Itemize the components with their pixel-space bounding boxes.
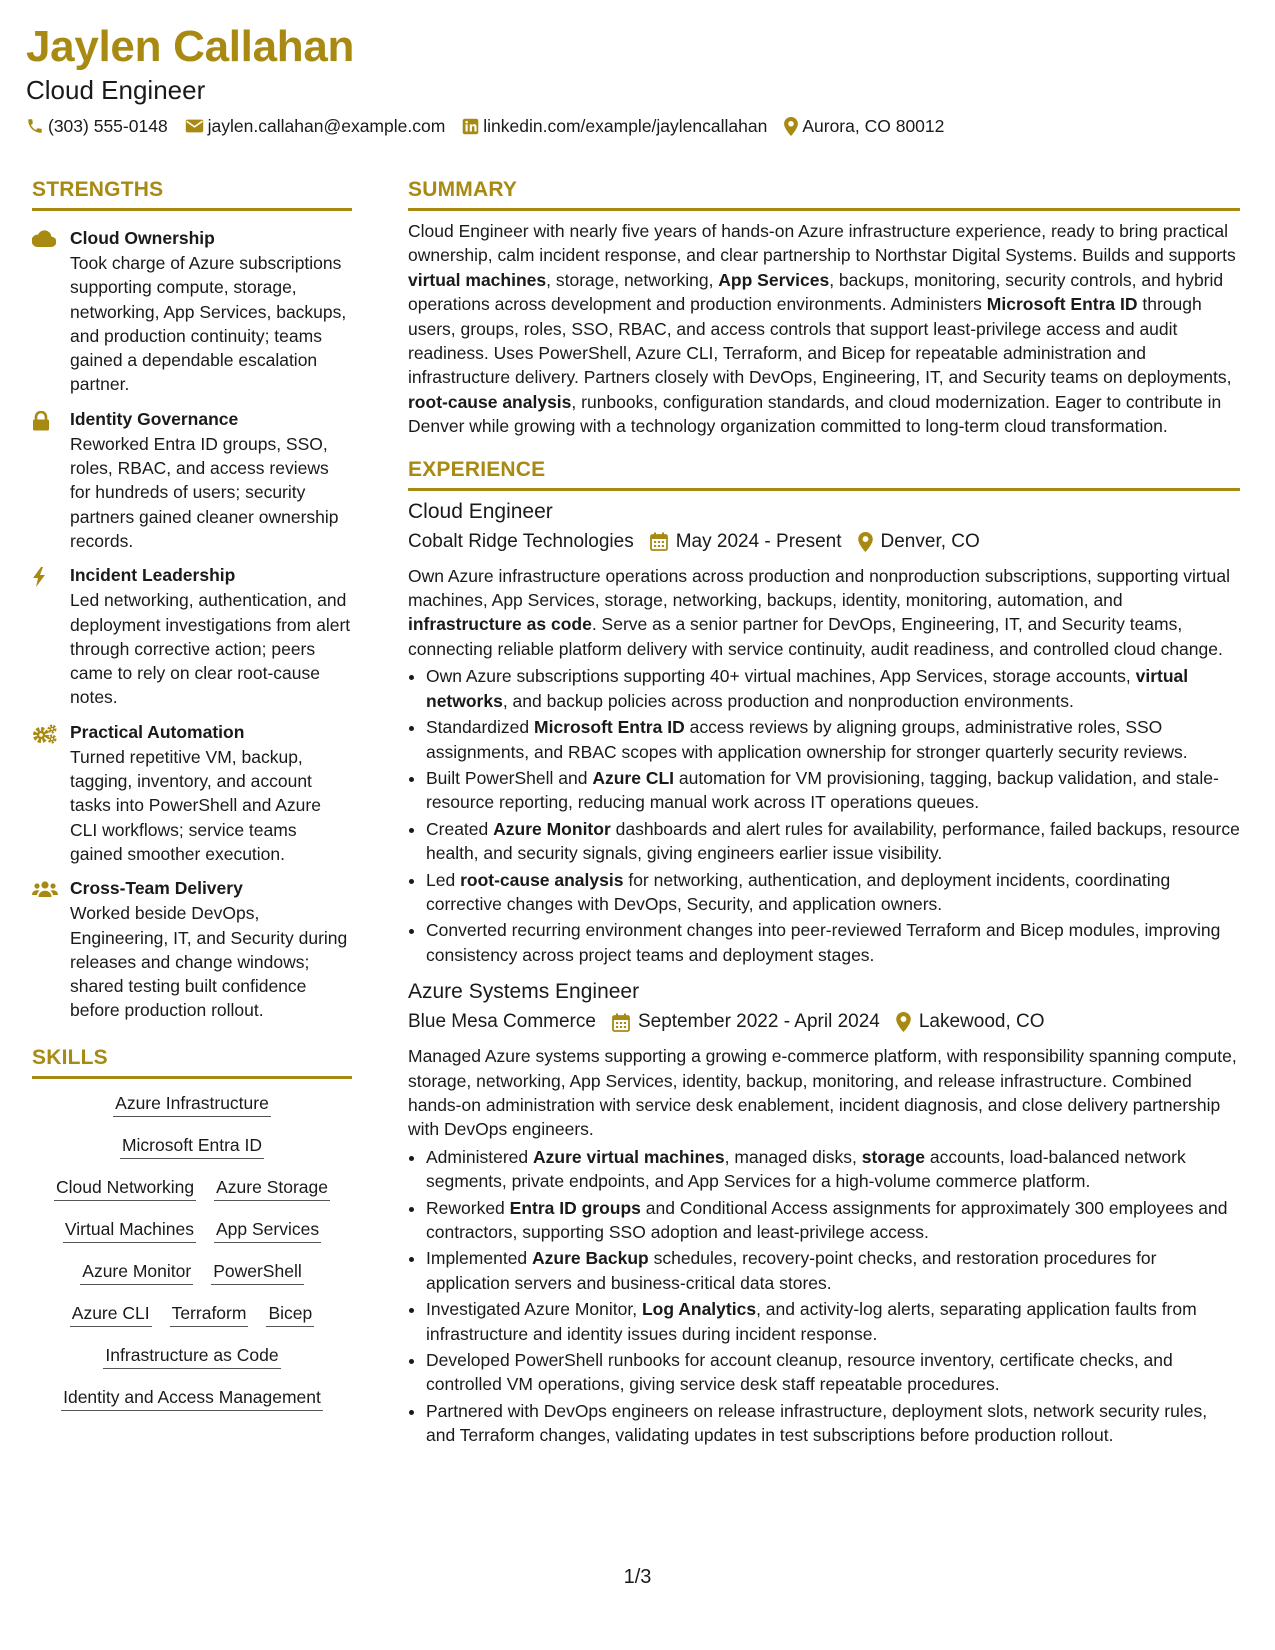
linkedin-icon: [462, 118, 479, 135]
bullet-item: [426, 868, 1240, 917]
strength-desc: Took charge of Azure subscriptions supporting compute, storage, networking, App Services, backups, and production continuity; teams gained a dependable escalation partner.: [70, 253, 347, 395]
job-location: [896, 1008, 1045, 1036]
resume-header: [26, 20, 961, 138]
text-segment: , and activity-log alerts, separating application faults from infrastructure and identity issues during incident response.: [426, 1299, 1197, 1344]
section-divider: [408, 488, 1240, 491]
text-segment: Administered: [426, 1146, 533, 1167]
calendar-icon: [612, 1013, 630, 1032]
bold-keyword: Log Analytics: [641, 1299, 757, 1320]
contact-phone: [26, 114, 168, 138]
job-dates-text: May 2024 - Present: [675, 530, 842, 552]
skill-row: [32, 1133, 352, 1159]
text-segment: Created: [426, 818, 494, 839]
text-segment: , managed disks,: [724, 1146, 862, 1167]
contact-bar: [26, 114, 961, 138]
company-name: Blue Mesa Commerce: [408, 1011, 596, 1033]
bullet-item: [426, 1297, 1240, 1346]
linkedin-link[interactable]: linkedin.com/example/jaylencallahan: [483, 116, 768, 136]
job-bullets: [408, 664, 1240, 967]
strength-title: Practical Automation: [70, 721, 245, 742]
text-segment: Implemented: [426, 1248, 533, 1269]
gears-icon: [32, 724, 58, 744]
left-column: [32, 175, 352, 1427]
map-pin-icon: [896, 1012, 911, 1032]
skill-tag: Azure Storage: [214, 1175, 330, 1201]
bolt-icon: [32, 567, 46, 587]
strengths-heading: STRENGTHS: [32, 178, 164, 201]
bold-keyword: storage: [861, 1146, 925, 1167]
text-segment: schedules, recovery-point checks, and restoration procedures for application servers and business-critical data stores.: [426, 1248, 1157, 1293]
text-segment: . Serve as a senior partner for DevOps, Engineering, IT, and Security teams, connecting reliable platform delivery with service continuity, audit readiness, and controlled cloud change.: [408, 614, 1223, 659]
email-link[interactable]: jaylen.callahan@example.com: [207, 116, 446, 136]
bullet-item: [426, 918, 1240, 967]
bold-keyword: Azure virtual machines: [533, 1146, 725, 1167]
skill-tag: Cloud Networking: [54, 1175, 196, 1201]
text-segment: , and backup policies across production and nonproduction environments.: [502, 690, 1074, 711]
text-segment: Built PowerShell and: [426, 767, 593, 788]
location-text: Aurora, CO 80012: [802, 116, 945, 136]
strength-item: [32, 876, 352, 1022]
job-meta: [408, 1008, 1240, 1036]
job-description: [408, 564, 1240, 662]
bold-keyword: Microsoft Entra ID: [534, 717, 685, 738]
strength-title: Incident Leadership: [70, 565, 236, 586]
job-location-text: Lakewood, CO: [918, 1011, 1045, 1033]
bullet-item: [426, 1348, 1240, 1397]
users-icon: [32, 880, 58, 898]
job-entry: [408, 977, 1240, 1448]
bullet-item: [426, 1196, 1240, 1245]
skill-tag: PowerShell: [211, 1259, 304, 1285]
text-segment: Led: [426, 869, 461, 890]
job-dates-text: September 2022 - April 2024: [637, 1011, 880, 1033]
skill-tag: App Services: [214, 1217, 321, 1243]
skill-tag: Microsoft Entra ID: [120, 1133, 264, 1159]
bold-keyword: virtual networks: [426, 666, 1189, 711]
skill-row: [32, 1343, 352, 1369]
text-segment: Standardized: [426, 717, 534, 738]
bullet-item: [426, 664, 1240, 713]
job-meta: [408, 528, 1240, 556]
strength-item: [32, 720, 352, 866]
lock-icon: [32, 411, 50, 431]
candidate-name: Jaylen Callahan: [26, 22, 355, 71]
text-segment: dashboards and alert rules for availability, performance, failed backups, resource health, and security signals, giving engineers earlier issue visibility.: [426, 818, 1240, 864]
strength-title: Identity Governance: [70, 408, 239, 429]
bold-keyword: Azure CLI: [592, 767, 675, 788]
text-segment: access reviews by aligning groups, administrative roles, SSO assignments, and RBAC scopes with application ownership for stronger quarterly security reviews.: [426, 717, 1188, 762]
job-entry: [408, 497, 1240, 968]
phone-icon: [26, 117, 44, 135]
phone-text: (303) 555-0148: [48, 116, 168, 136]
experience-list: [408, 497, 1240, 1448]
text-segment: for networking, authentication, and deployment incidents, coordinating corrective changes with DevOps, Security, and application owners.: [426, 869, 1171, 914]
map-pin-icon: [784, 117, 798, 136]
text-segment: Investigated Azure Monitor,: [426, 1299, 642, 1320]
job-description: [408, 1044, 1240, 1142]
contact-email[interactable]: [185, 114, 446, 138]
bullet-item: [426, 1399, 1240, 1448]
strength-item: [32, 563, 352, 709]
skill-row: [32, 1259, 352, 1285]
map-pin-icon: [858, 532, 873, 552]
bold-keyword: Azure Backup: [532, 1248, 649, 1269]
strength-item: [32, 226, 352, 397]
text-segment: Cloud Engineer with nearly five years of hands-on Azure infrastructure experience, ready to bring practical ownership, calm incident response, and clear partnership to Northstar Digital Systems. Builds and supports: [408, 221, 1236, 266]
skill-row: [32, 1175, 352, 1201]
bold-keyword: Entra ID groups: [509, 1197, 641, 1218]
job-location: [858, 528, 980, 556]
strength-desc: Worked beside DevOps, Engineering, IT, and Security during releases and change windows; shared testing built confidence before production rollout.: [70, 903, 348, 1021]
contact-location: [784, 114, 944, 138]
text-segment: Own Azure subscriptions supporting 40+ virtual machines, App Services, storage accounts,: [426, 666, 1136, 687]
skill-tag: Azure CLI: [70, 1301, 152, 1327]
job-title: Cloud Engineer: [408, 499, 553, 523]
section-divider: [32, 1076, 352, 1079]
text-segment: Partnered with DevOps engineers on release infrastructure, deployment slots, network security rules, and Terraform changes, validating updates in test subscriptions before production rollout.: [426, 1400, 1208, 1446]
bold-keyword: Microsoft Entra ID: [986, 294, 1138, 315]
skills-list: [32, 1091, 352, 1411]
experience-heading: EXPERIENCE: [408, 457, 546, 481]
text-segment: accounts, load-balanced network segments, private endpoints, and App Services for a high-volume commerce platform.: [426, 1146, 1186, 1192]
text-segment: , runbooks, configuration standards, and cloud modernization. Eager to contribute in Denver while growing with a technology organization committed to long-term cloud transformation.: [408, 391, 1222, 437]
skill-tag: Azure Monitor: [80, 1259, 193, 1285]
right-column: [408, 175, 1240, 1450]
job-dates: [612, 1008, 880, 1036]
text-segment: , storage, networking,: [546, 269, 719, 290]
skills-heading: SKILLS: [32, 1045, 108, 1069]
job-location-text: Denver, CO: [880, 530, 980, 552]
summary-text: [408, 219, 1240, 439]
skill-row: [32, 1301, 352, 1327]
text-segment: automation for VM provisioning, tagging, backup validation, and stale-resource reporting, reducing manual work across IT operations queues.: [426, 767, 1219, 813]
strength-title: Cloud Ownership: [70, 228, 215, 248]
bold-keyword: virtual machines: [408, 269, 547, 290]
cloud-icon: [32, 230, 56, 247]
candidate-title: Cloud Engineer: [26, 75, 206, 105]
skill-tag: Azure Infrastructure: [113, 1091, 271, 1117]
contact-linkedin[interactable]: [462, 114, 767, 138]
job-dates: [650, 528, 842, 556]
bold-keyword: root-cause analysis: [460, 869, 624, 890]
skill-tag: Bicep: [266, 1301, 314, 1327]
text-segment: and Conditional Access assignments for approximately 300 employees and contractors, supporting SSO adoption and least-privilege access.: [426, 1197, 1228, 1242]
strength-desc: Led networking, authentication, and deployment investigations from alert through corrective action; peers came to rely on clear root-cause notes.: [70, 590, 351, 708]
bold-keyword: App Services: [718, 269, 830, 290]
skill-row: [32, 1217, 352, 1243]
page-number: 1/3: [623, 1566, 652, 1588]
text-segment: Own Azure infrastructure operations across production and nonproduction subscriptions, supporting virtual machines, App Services, storage, networking, backups, identity, monitoring, automation, and: [408, 565, 1230, 611]
skill-row: [32, 1091, 352, 1117]
bullet-item: [426, 766, 1240, 815]
company-name: Cobalt Ridge Technologies: [408, 530, 634, 552]
bullet-item: [426, 1145, 1240, 1194]
text-segment: Developed PowerShell runbooks for account cleanup, resource inventory, certificate checks, and controlled VM operations, giving service desk staff repeatable procedures.: [426, 1350, 1173, 1395]
skill-tag: Terraform: [170, 1301, 249, 1327]
text-segment: , backups, monitoring, security controls, and hybrid operations across development and production environments. Administers: [408, 269, 1224, 315]
text-segment: Converted recurring environment changes into peer-reviewed Terraform and Bicep modules, improving consistency across project teams and deployment stages.: [426, 920, 1221, 965]
envelope-icon: [185, 118, 204, 134]
bullet-item: [426, 1246, 1240, 1295]
strength-desc: Reworked Entra ID groups, SSO, roles, RBAC, and access reviews for hundreds of users; security partners gained cleaner ownership records.: [70, 433, 339, 551]
strength-title: Cross-Team Delivery: [70, 878, 243, 899]
text-segment: Managed Azure systems supporting a growing e-commerce platform, with responsibility spanning compute, storage, networking, App Services, identity, backup, monitoring, and release infrastructure. Combined hands-on administration with service desk enablement, incident diagnosis, and close delivery partnership with DevOps engineers.: [408, 1046, 1237, 1140]
bullet-item: [426, 817, 1240, 866]
bullet-item: [426, 715, 1240, 764]
calendar-icon: [650, 532, 668, 551]
job-title: Azure Systems Engineer: [408, 980, 640, 1004]
job-bullets: [408, 1145, 1240, 1448]
bold-keyword: Azure Monitor: [493, 818, 611, 839]
text-segment: through users, groups, roles, SSO, RBAC, and access controls that support least-privilege access and audit readiness. Uses PowerShell, Azure CLI, Terraform, and Bicep for repeatable administration and infrastructure delivery. Partners closely with DevOps, Engineering, IT, and Security teams on deployments,: [408, 294, 1232, 388]
section-divider: [408, 208, 1240, 211]
skill-tag: Virtual Machines: [63, 1217, 196, 1243]
text-segment: Reworked: [426, 1197, 510, 1218]
skill-row: [32, 1385, 352, 1411]
summary-heading: SUMMARY: [408, 178, 518, 201]
skill-tag: Infrastructure as Code: [103, 1343, 280, 1369]
bold-keyword: root-cause analysis: [408, 391, 572, 412]
strength-desc: Turned repetitive VM, backup, tagging, inventory, and account tasks into PowerShell and Azure CLI workflows; service teams gained smoother execution.: [70, 746, 321, 864]
bold-keyword: infrastructure as code: [408, 614, 592, 635]
strength-item: [32, 407, 352, 553]
skill-tag: Identity and Access Management: [61, 1385, 323, 1411]
